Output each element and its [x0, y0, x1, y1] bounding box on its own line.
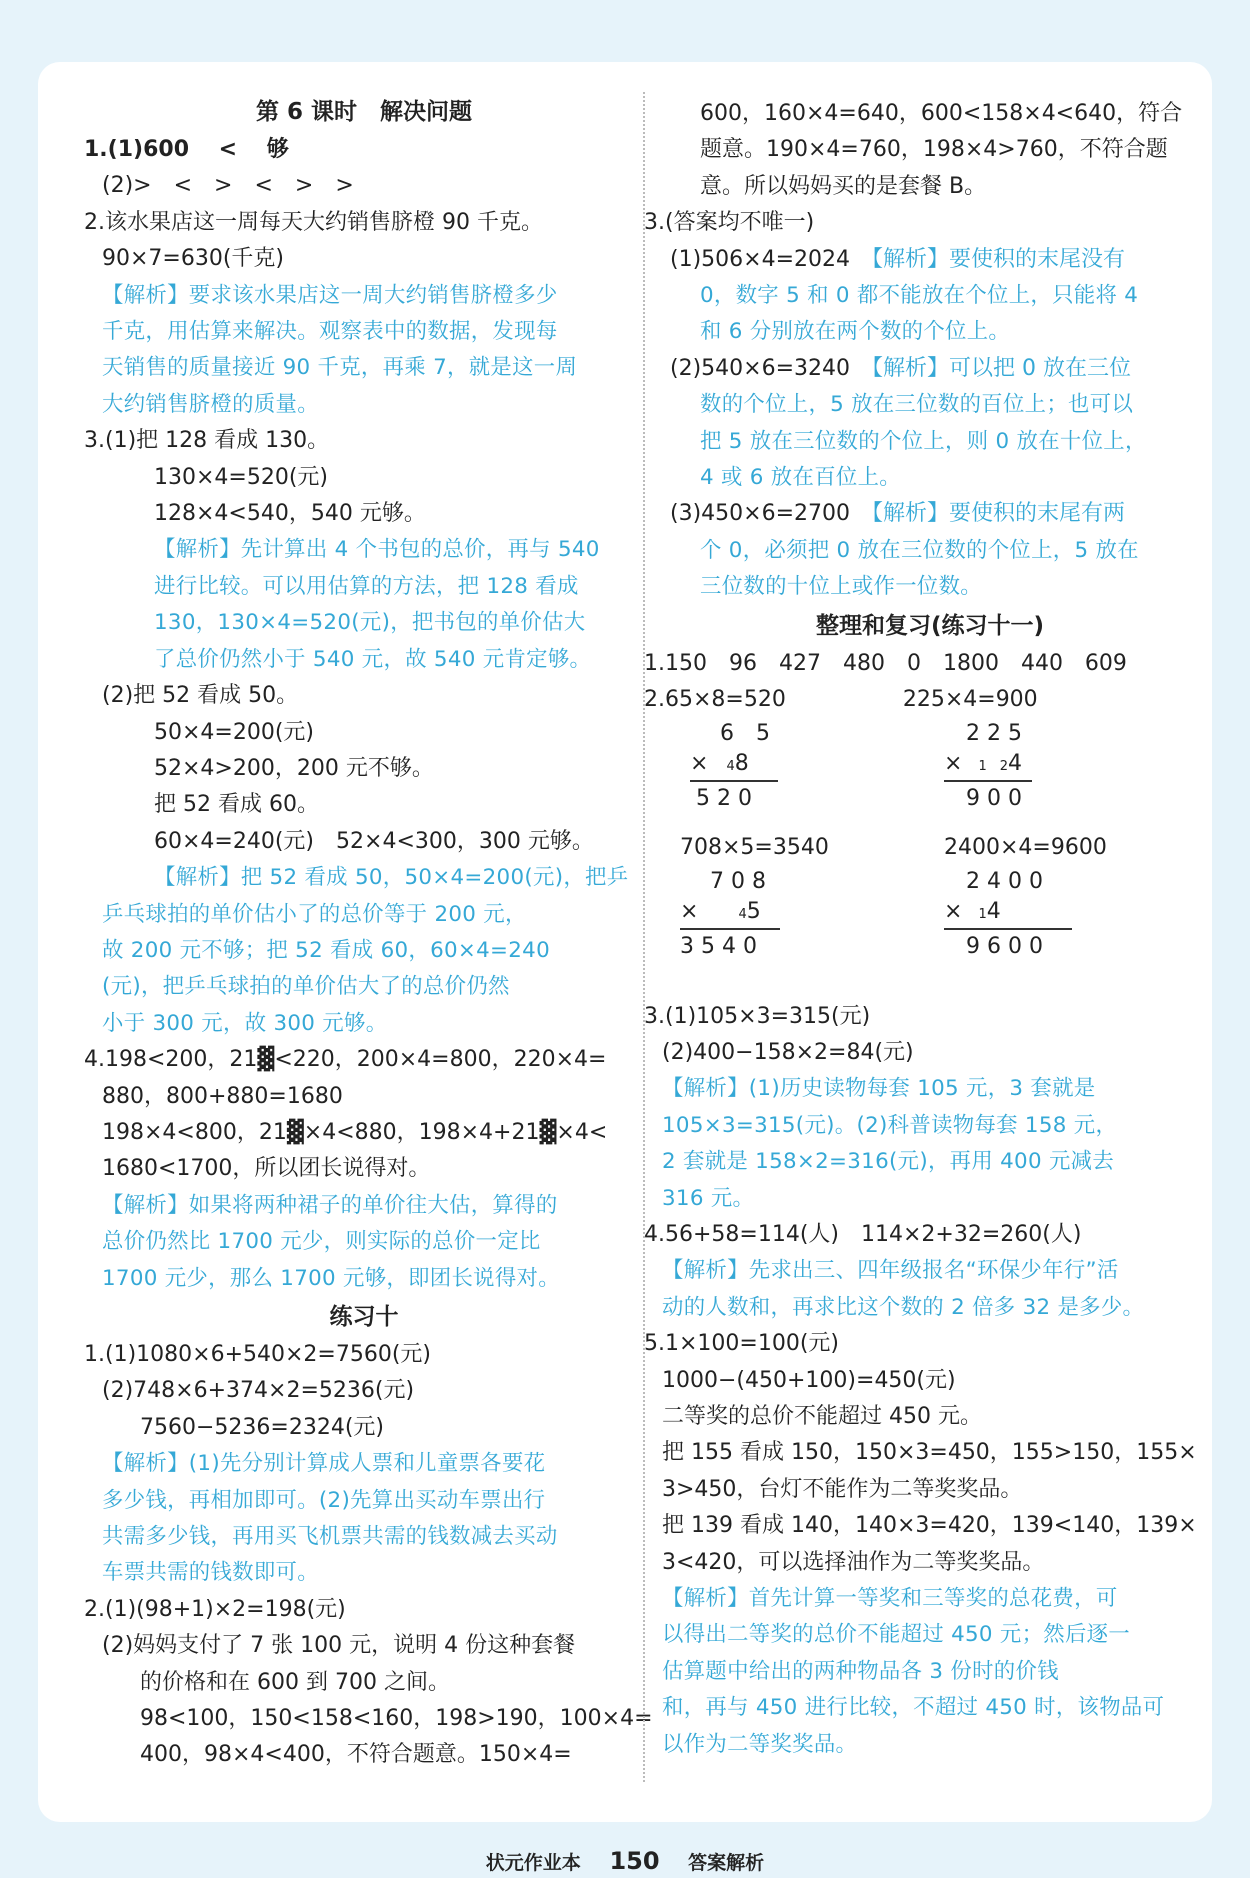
- answer-line: 600，160×4=640，600<158×4<640，符合: [700, 101, 1183, 126]
- analysis-line: 4 或 6 放在百位上。: [700, 465, 901, 491]
- vertical-mult-2400x4: [944, 867, 1072, 962]
- analysis-line: 【解析】要求该水果店这一周大约销售脐橙多少: [102, 282, 558, 308]
- answer-line: 7560−5236=2324(元): [140, 1414, 384, 1440]
- vertical-eq-2400x4: [944, 833, 1107, 863]
- analysis-line: 105×3=315(元)。(2)科普读物每套 158 元，: [662, 1112, 1118, 1138]
- analysis-line: 【解析】首先计算一等奖和三等奖的总花费，可: [662, 1586, 1118, 1611]
- analysis-line: 了总价仍然小于 540 元，故 540 元肯定够。: [154, 646, 592, 672]
- multiplicand: 2 4 0 0: [966, 868, 1043, 894]
- result: 3 5 4 0: [680, 933, 757, 959]
- section-heading: 练习十: [329, 1304, 399, 1330]
- analysis-text: 【解析】要使积的末尾有两: [872, 501, 1126, 527]
- multiplicand: 7 0 8: [710, 868, 766, 894]
- analysis-line: 进行比较。可以用估算的方法，把 128 看成: [154, 573, 579, 599]
- answer-line: 2.(1)(98+1)×2=198(元): [84, 1596, 346, 1622]
- analysis-line: 把 5 放在三位数的个位上，则 0 放在十位上，: [700, 428, 1147, 454]
- multiplier: 4: [986, 898, 1001, 924]
- multiplicand: 6 5: [720, 720, 770, 746]
- equation: 708×5=3540: [680, 834, 829, 860]
- answer-line: (2)妈妈支付了 7 张 100 元，说明 4 份这种套餐: [102, 1633, 576, 1659]
- answer-text: (2)540×6=3240: [670, 355, 873, 381]
- analysis-line: (元)，把乒乓球拍的单价估大了的总价仍然: [102, 974, 510, 1000]
- rule-line: [944, 928, 1072, 930]
- section-heading: 第 6 课时 解决问题: [255, 99, 473, 125]
- answer-line: 3.(答案均不唯一): [644, 210, 815, 236]
- answer-line: 3.(1)把 128 看成 130。: [84, 428, 330, 454]
- analysis-line: 总价仍然比 1700 元少，则实际的总价一定比: [102, 1229, 541, 1255]
- answer-line: 50×4=200(元): [154, 719, 315, 745]
- analysis-line: 【解析】(1)先分别计算成人票和儿童票各要花: [102, 1451, 546, 1477]
- answer-line: (2)> < > < > >: [102, 173, 354, 199]
- answer-line: 52×4>200，200 元不够。: [154, 755, 434, 781]
- answer-line: 题意。190×4=760，198×4>760，不符合题: [700, 137, 1168, 163]
- analysis-line: 以得出二等奖的总价不能超过 450 元；然后逐一: [662, 1622, 1131, 1648]
- analysis-line: 以作为二等奖奖品。: [662, 1731, 858, 1757]
- answer-line: 880，800+880=1680: [102, 1083, 343, 1109]
- answer-line: 128×4<540，540 元够。: [154, 501, 426, 527]
- answer-line: 把 52 看成 60。: [154, 792, 319, 818]
- analysis-line: 小于 300 元，故 300 元够。: [102, 1010, 388, 1036]
- analysis-line: 316 元。: [662, 1185, 755, 1211]
- answer-page: [38, 62, 1212, 1822]
- rule-line: [690, 780, 778, 782]
- answer-line: (2)把 52 看成 50。: [102, 683, 299, 709]
- answer-line: 3>450，台灯不能作为二等奖奖品。: [662, 1476, 1023, 1502]
- analysis-line: 共需多少钱，再用买飞机票共需的钱数减去买动: [102, 1524, 558, 1550]
- vertical-calculations: [644, 719, 1216, 999]
- analysis-line: 大约销售脐橙的质量。: [102, 391, 319, 417]
- answer-line: 3.(1)105×3=315(元): [644, 1003, 871, 1029]
- analysis-line: 130，130×4=520(元)，把书包的单价估大: [154, 610, 586, 636]
- analysis-line: 2 套就是 158×2=316(元)，再用 400 元减去: [662, 1149, 1115, 1175]
- answer-line: 二等奖的总价不能超过 450 元。: [662, 1403, 982, 1429]
- answer-line: 把 139 看成 140，140×3=420，139<140，139×: [662, 1513, 1197, 1539]
- times-sign: ×: [680, 898, 699, 924]
- analysis-line: 多少钱，再相加即可。(2)先算出买动车票出行: [102, 1487, 546, 1513]
- analysis-line: 【解析】先求出三、四年级报名“环保少年行”活: [662, 1258, 1119, 1284]
- rule-line: [680, 928, 780, 930]
- answer-line: 5.1×100=100(元): [644, 1331, 840, 1357]
- analysis-line: 【解析】(1)历史读物每套 105 元，3 套就是: [662, 1076, 1096, 1102]
- answer-line: 198×4<800，21▓×4<880，198×4+21▓×4<: [102, 1119, 608, 1145]
- equation: 2400×4=9600: [944, 834, 1107, 860]
- analysis-line: 故 200 元不够；把 52 看成 60，60×4=240: [102, 937, 550, 963]
- answer-text: (3)450×6=2700: [670, 501, 873, 527]
- answer-line: 4.56+58=114(人) 114×2+32=260(人): [644, 1221, 1082, 1247]
- answer-line: 1.(1)1080×6+540×2=7560(元): [84, 1342, 432, 1367]
- analysis-line: 【解析】把 52 看成 50，50×4=200(元)，把乒: [154, 865, 629, 891]
- analysis-line: 【解析】先计算出 4 个书包的总价，再与 540: [154, 537, 600, 563]
- analysis-line: 和 6 分别放在两个数的个位上。: [700, 319, 1011, 345]
- times-sign: ×: [690, 750, 709, 776]
- answer-line: 2.65×8=520 225×4=900: [644, 687, 1038, 713]
- answer-text: (1)506×4=2024: [670, 246, 873, 272]
- page-number: 150: [609, 1847, 660, 1875]
- analysis-line: 车票共需的钱数即可。: [102, 1560, 319, 1586]
- analysis-line: 乒乓球拍的单价估小了的总价等于 200 元，: [102, 901, 527, 927]
- multiplier: 4: [1007, 750, 1022, 776]
- answer-line: 1680<1700，所以团长说得对。: [102, 1156, 431, 1182]
- analysis-line: 动的人数和，再求比这个数的 2 倍多 32 是多少。: [662, 1294, 1145, 1320]
- analysis-line: 千克，用估算来解决。观察表中的数据，发现每: [102, 319, 558, 345]
- answer-line: [644, 242, 1216, 278]
- answer-line: 1.(1)600 < 够: [84, 137, 289, 162]
- analysis-line: 三位数的十位上或作一位数。: [700, 574, 982, 600]
- answer-line: 4.198<200，21▓<220，200×4=800，220×4=: [84, 1047, 607, 1073]
- footer-section-title: 答案解析: [688, 1852, 765, 1874]
- vertical-mult-225x4: [944, 719, 1032, 814]
- analysis-line: 天销售的质量接近 90 千克，再乘 7，就是这一周: [102, 355, 578, 381]
- analysis-text: 【解析】可以把 0 放在三位: [872, 355, 1131, 381]
- analysis-text: 【解析】要使积的末尾没有: [872, 246, 1126, 272]
- answer-line: 3<420，可以选择油作为二等奖奖品。: [662, 1549, 1045, 1575]
- vertical-eq-708x5: [680, 833, 829, 863]
- page-footer: [0, 1846, 1250, 1878]
- analysis-line: 个 0，必须把 0 放在三位数的个位上，5 放在: [700, 537, 1139, 563]
- result: 9 0 0: [966, 785, 1022, 811]
- times-sign: ×: [944, 898, 963, 924]
- answer-line: 的价格和在 600 到 700 之间。: [140, 1669, 450, 1695]
- result: 5 2 0: [696, 785, 752, 811]
- carry: 4: [726, 758, 735, 774]
- analysis-line: 0，数字 5 和 0 都不能放在个位上，只能将 4: [700, 283, 1139, 309]
- answer-line: 98<100，150<158<160，198>190，100×4=: [140, 1706, 653, 1732]
- left-column: [84, 92, 653, 1774]
- answer-line: 1000−(450+100)=450(元): [662, 1367, 956, 1393]
- answer-line: (2)400−158×2=84(元): [662, 1039, 914, 1065]
- answer-line: 把 155 看成 150，150×3=450，155>150，155×: [662, 1440, 1197, 1466]
- carry: 1: [978, 906, 987, 922]
- answer-line: 400，98×4<400，不符合题意。150×4=: [140, 1742, 572, 1768]
- vertical-mult-708x5: [680, 867, 780, 962]
- result: 9 6 0 0: [966, 933, 1043, 959]
- analysis-line: 【解析】如果将两种裙子的单价往大估，算得的: [102, 1192, 558, 1218]
- carry: 4: [738, 906, 747, 922]
- vertical-mult-65x8: [690, 719, 778, 814]
- answer-line: 2.该水果店这一周每天大约销售脐橙 90 千克。: [84, 209, 543, 235]
- answer-line: [644, 496, 1216, 532]
- answer-line: (2)748×6+374×2=5236(元): [102, 1378, 415, 1404]
- analysis-line: 1700 元少，那么 1700 元够，即团长说得对。: [102, 1265, 560, 1291]
- rule-line: [944, 780, 1032, 782]
- answer-line: 90×7=630(千克): [102, 246, 285, 272]
- answer-line: 意。所以妈妈买的是套餐 B。: [700, 173, 987, 199]
- footer-book-title: 状元作业本: [485, 1852, 581, 1874]
- right-column: [644, 96, 1216, 1763]
- answer-line: 1.150 96 427 480 0 1800 440 609: [644, 650, 1127, 676]
- answer-line: 130×4=520(元): [154, 464, 329, 490]
- times-sign: ×: [944, 750, 963, 776]
- answer-line: 60×4=240(元) 52×4<300，300 元够。: [154, 828, 594, 854]
- analysis-line: 数的个位上，5 放在三位数的百位上；也可以: [700, 392, 1134, 418]
- analysis-line: 和，再与 450 进行比较，不超过 450 时，该物品可: [662, 1695, 1165, 1721]
- multiplier: 8: [734, 750, 749, 776]
- answer-line: [644, 351, 1216, 387]
- analysis-line: 估算题中给出的两种物品各 3 份时的价钱: [662, 1658, 1059, 1684]
- carry: 1 2: [978, 758, 1008, 774]
- multiplier: 5: [746, 898, 761, 924]
- multiplicand: 2 2 5: [966, 720, 1022, 746]
- section-heading: 整理和复习(练习十一): [815, 612, 1045, 639]
